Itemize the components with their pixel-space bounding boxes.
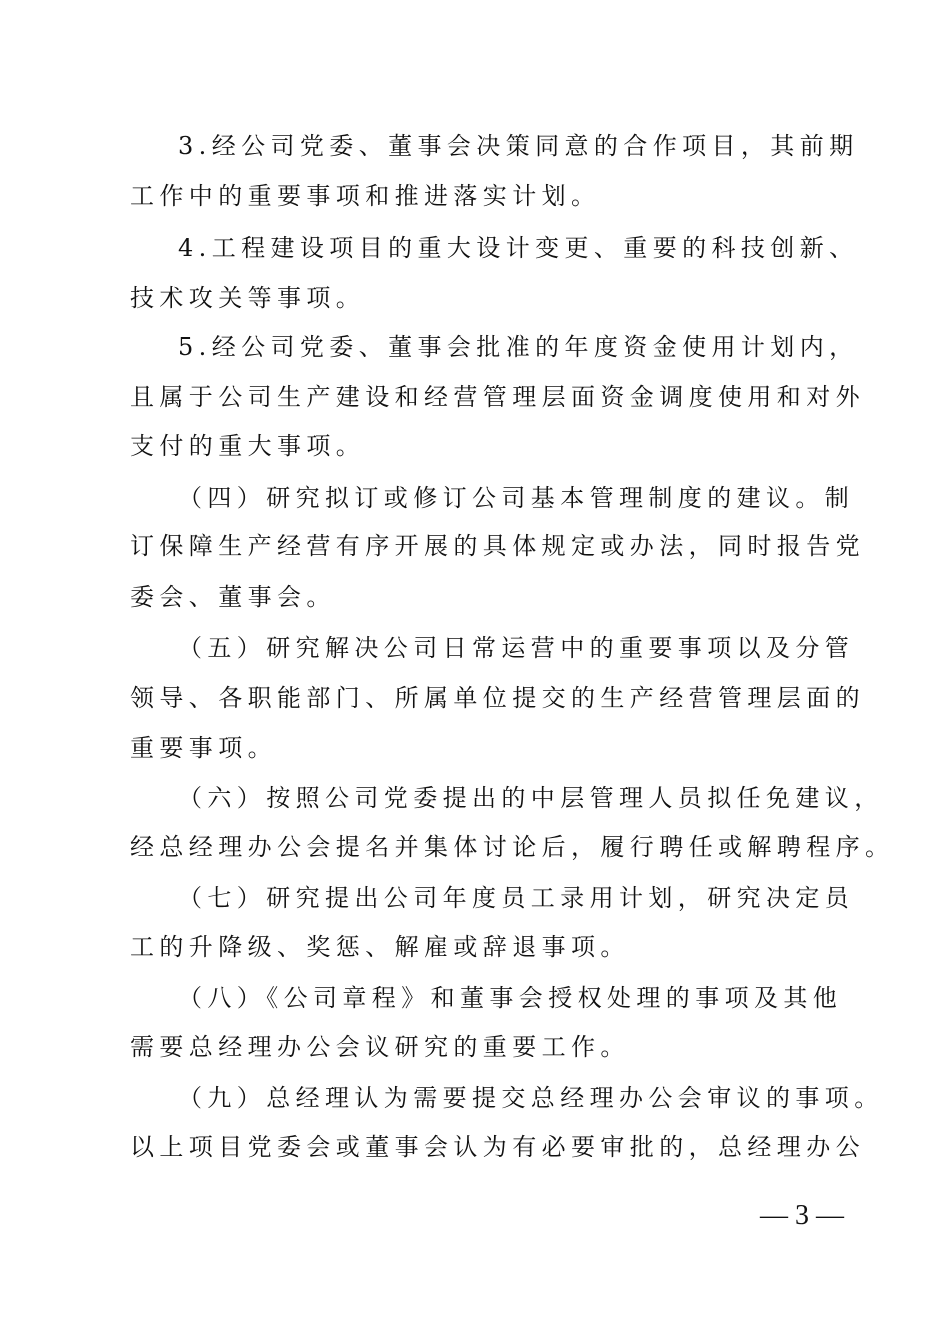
text-line: 且属于公司生产建设和经营管理层面资金调度使用和对外: [130, 383, 865, 411]
text-line: （五）研究解决公司日常运营中的重要事项以及分管: [178, 634, 855, 662]
text-line: 需要总经理办公会议研究的重要工作。: [130, 1033, 630, 1061]
text-line: 支付的重大事项。: [130, 432, 366, 460]
text-line: （六）按照公司党委提出的中层管理人员拟任免建议，: [178, 784, 884, 812]
text-line: 工作中的重要事项和推进落实计划。: [130, 182, 601, 210]
text-line: 委会、董事会。: [130, 583, 336, 611]
text-line: 3.经公司党委、董事会决策同意的合作项目，其前期: [178, 132, 859, 160]
text-line: （四）研究拟订或修订公司基本管理制度的建议。制: [178, 484, 855, 512]
text-line: 技术攻关等事项。: [130, 284, 366, 312]
text-line: 重要事项。: [130, 734, 277, 762]
text-line: （九）总经理认为需要提交总经理办公会审议的事项。: [178, 1084, 884, 1112]
text-line: 5.经公司党委、董事会批准的年度资金使用计划内，: [178, 333, 859, 361]
text-line: 以上项目党委会或董事会认为有必要审批的，总经理办公: [130, 1133, 865, 1161]
text-line: 4.工程建设项目的重大设计变更、重要的科技创新、: [178, 234, 859, 262]
text-line: 经总经理办公会提名并集体讨论后，履行聘任或解聘程序。: [130, 833, 895, 861]
text-line: （八）《公司章程》和董事会授权处理的事项及其他: [178, 984, 843, 1012]
text-line: 工的升降级、奖惩、解雇或辞退事项。: [130, 933, 630, 961]
text-line: 领导、各职能部门、所属单位提交的生产经营管理层面的: [130, 684, 865, 712]
page-number: — 3 —: [760, 1200, 844, 1231]
text-line: 订保障生产经营有序开展的具体规定或办法，同时报告党: [130, 532, 865, 560]
text-line: （七）研究提出公司年度员工录用计划，研究决定员: [178, 884, 855, 912]
